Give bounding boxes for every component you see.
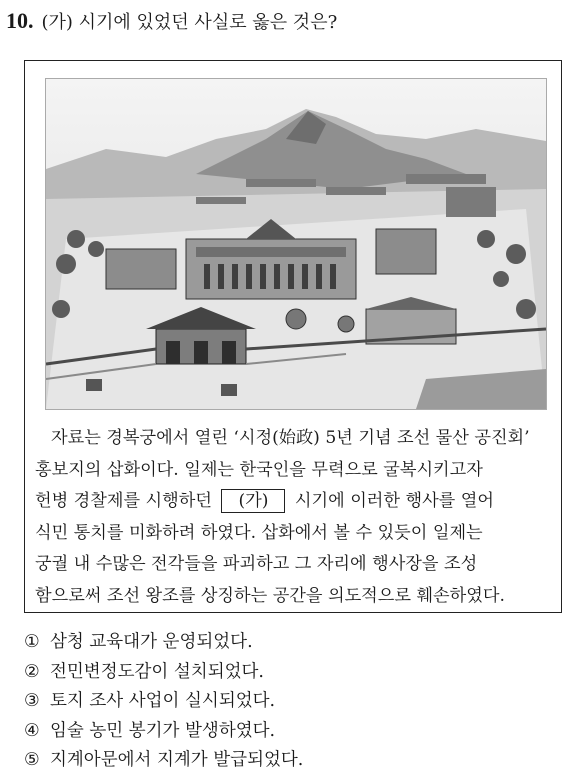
option-3-number: ③ (24, 691, 40, 711)
passage-line-3 (35, 486, 553, 518)
option-5[interactable] (24, 746, 303, 776)
option-4-text: 임술 농민 봉기가 발생하였다. (50, 720, 276, 741)
option-5-number: ⑤ (24, 750, 40, 770)
option-2-text: 전민변정도감이 설치되었다. (50, 661, 264, 682)
question-number: 10. (6, 8, 34, 33)
option-3[interactable] (24, 687, 303, 717)
option-1[interactable] (24, 628, 303, 658)
question-stem: (가) 시기에 있었던 사실로 옳은 것은? (41, 12, 338, 33)
option-5-text: 지계아문에서 지계가 발급되었다. (50, 750, 304, 770)
question-header (6, 8, 337, 34)
passage-line-3-before: 헌병 경찰제를 시행하던 (35, 491, 212, 511)
passage-line-4: 식민 통치를 미화하려 하였다. 삽화에서 볼 수 있듯이 일제는 (35, 522, 483, 543)
passage-line-5: 궁궐 내 수많은 전각들을 파괴하고 그 자리에 행사장을 조성 (35, 554, 478, 574)
illustration-drawing (46, 79, 546, 409)
passage-line-2: 홍보지의 삽화이다. 일제는 한국인을 무력으로 굴복시키고자 (35, 459, 483, 480)
passage-line-1: 자료는 경복궁에서 열린 ‘시정(始政) 5년 기념 조선 물산 공진회’ (51, 428, 530, 448)
blank-ga-box: (가) (221, 489, 285, 513)
answer-options (24, 628, 303, 776)
option-1-text: 삼청 교육대가 운영되었다. (50, 632, 253, 652)
passage-line-3-after: 시기에 이러한 행사를 열어 (294, 491, 494, 511)
option-1-number: ① (24, 632, 40, 652)
passage-line-6: 함으로써 조선 왕조를 상징하는 공간을 의도적으로 훼손하였다. (35, 585, 505, 606)
passage-text (35, 423, 553, 612)
option-4[interactable] (24, 717, 303, 747)
option-4-number: ④ (24, 720, 40, 741)
option-2[interactable] (24, 658, 303, 688)
option-3-text: 토지 조사 사업이 실시되었다. (50, 691, 276, 711)
source-box (24, 60, 562, 613)
option-2-number: ② (24, 661, 40, 682)
gyeongbokgung-exhibition-illustration (45, 78, 547, 410)
